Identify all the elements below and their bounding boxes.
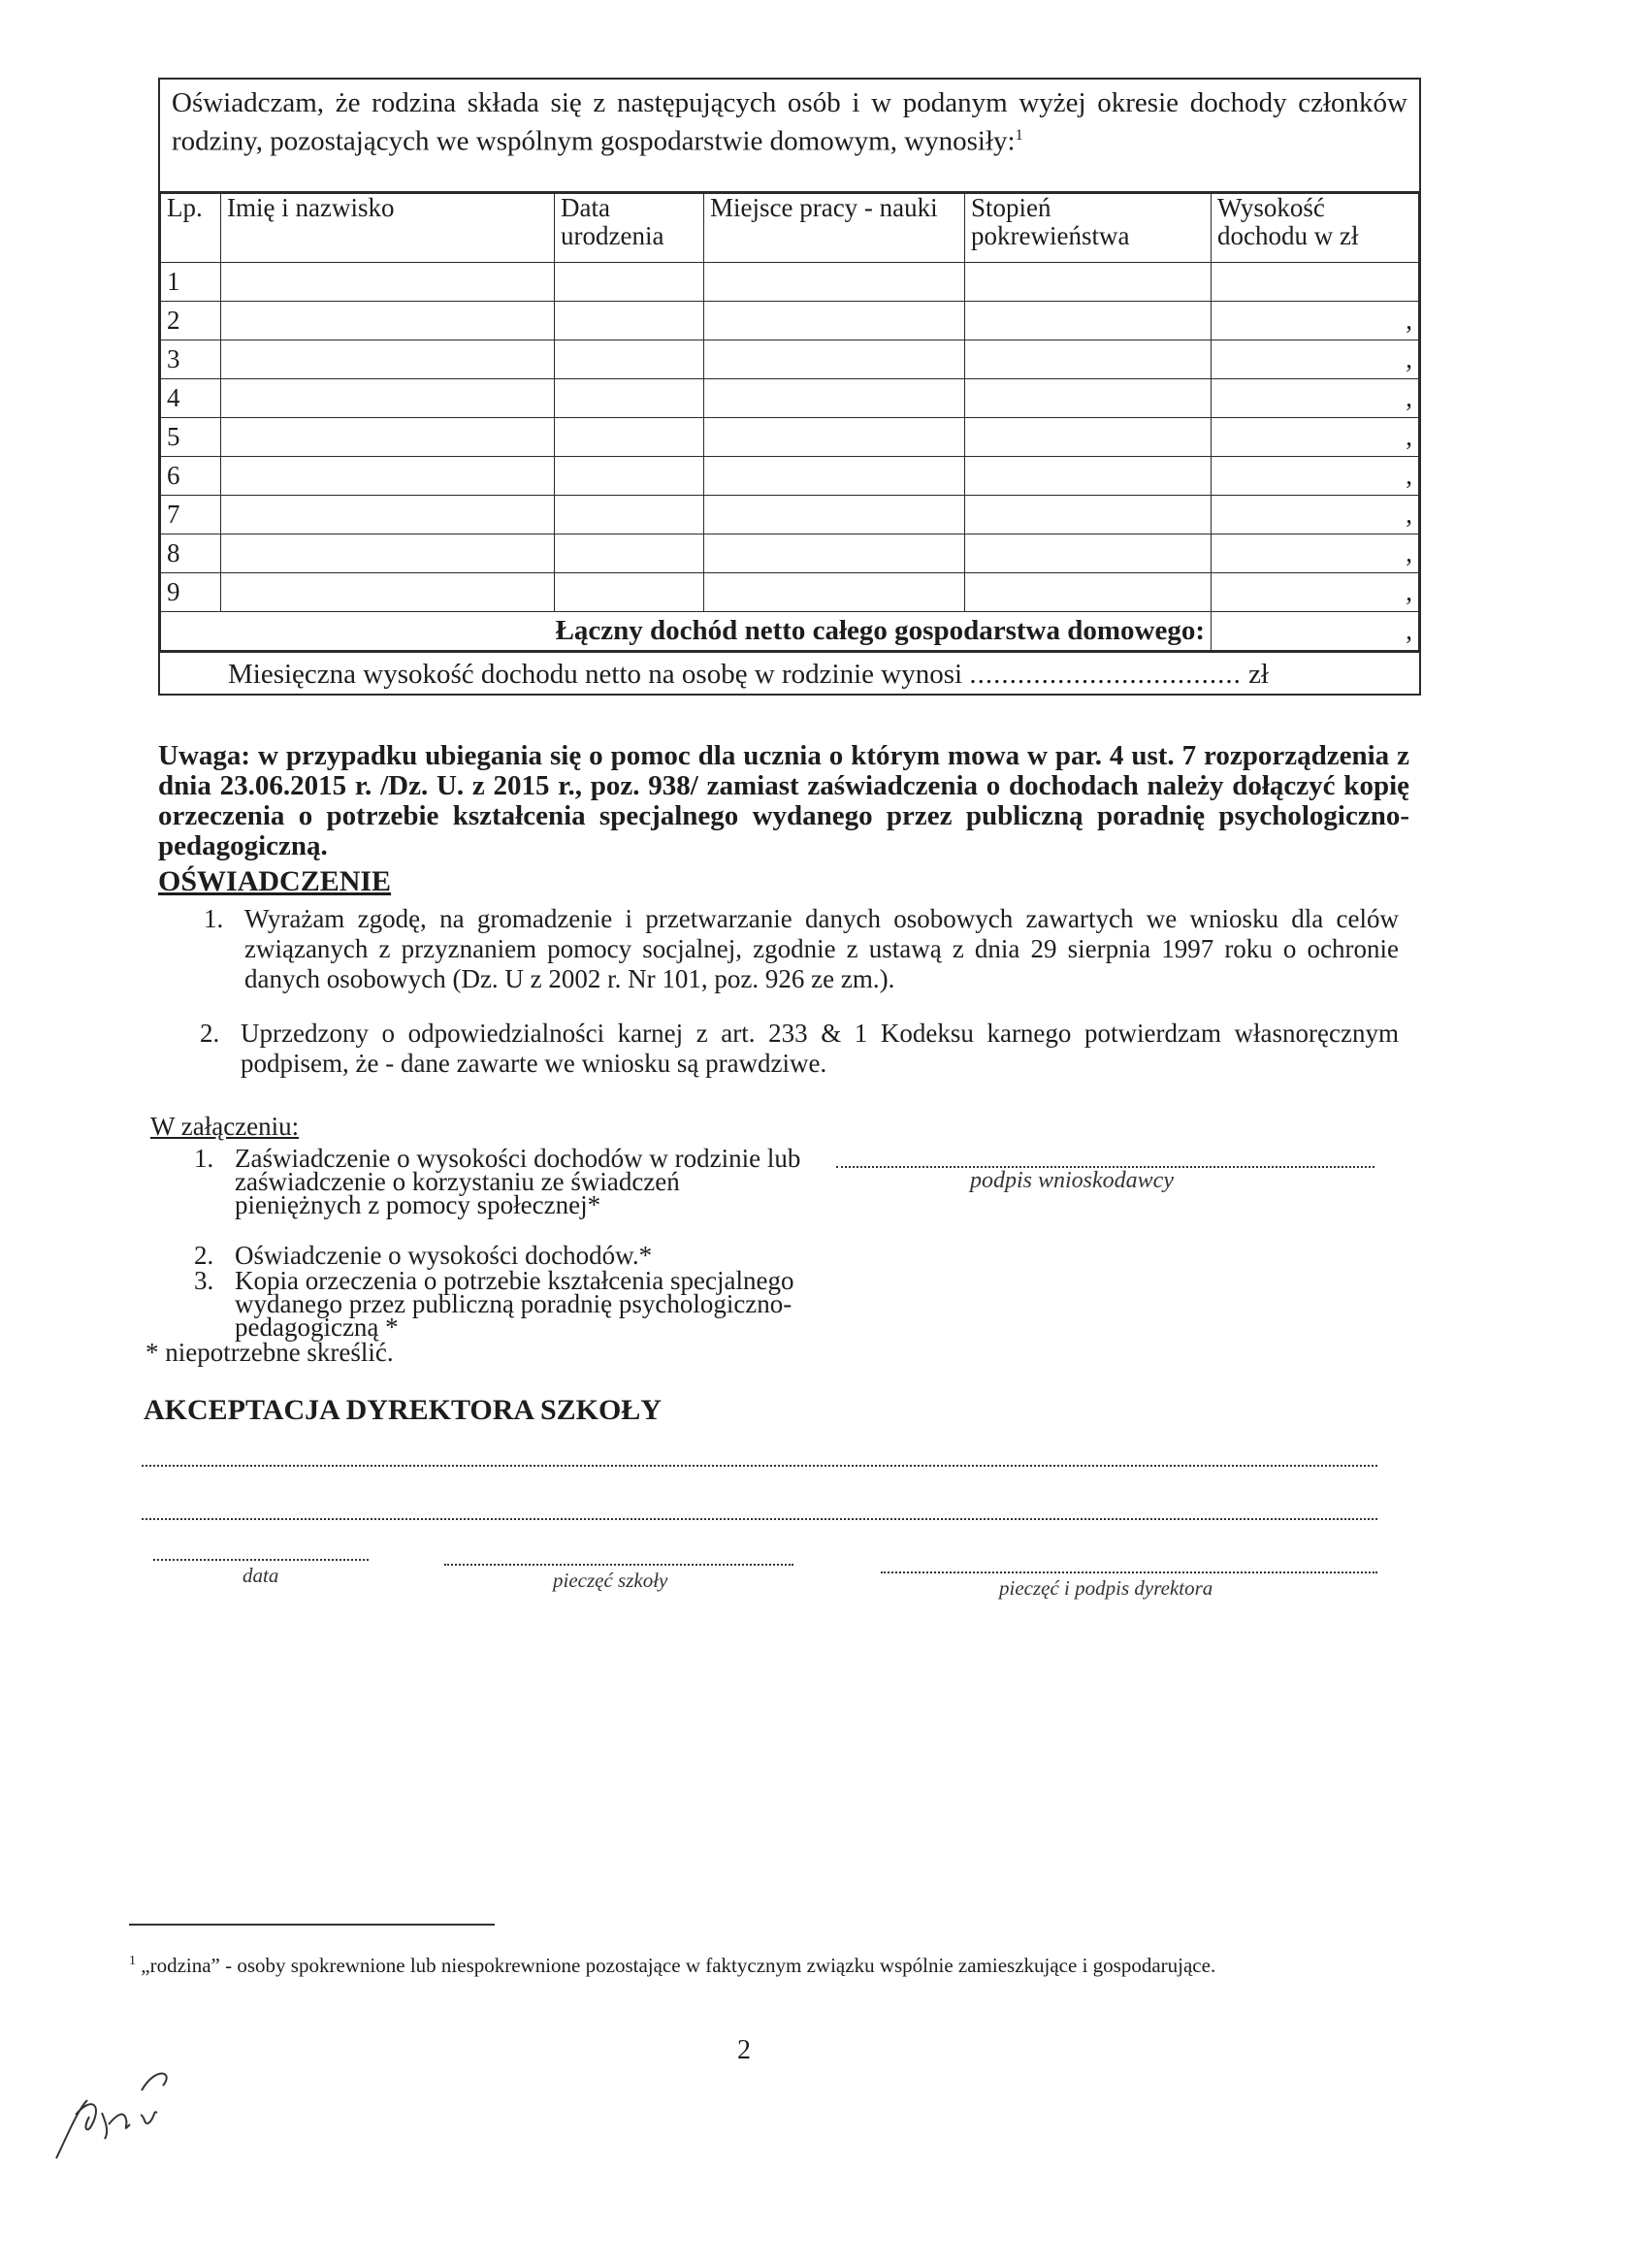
family-income-table-section xyxy=(158,78,1421,696)
row-lp: 7 xyxy=(161,496,221,535)
director-signature-caption: pieczęć i podpis dyrektora xyxy=(999,1576,1213,1600)
statement-heading: OŚWIADCZENIE xyxy=(158,865,392,897)
col-header-relationship: Stopień pokrewieństwa xyxy=(965,194,1212,263)
table-row xyxy=(161,263,1419,302)
income-field[interactable]: , xyxy=(1212,302,1419,340)
table-header-row xyxy=(161,194,1419,263)
school-stamp-line[interactable] xyxy=(444,1564,793,1566)
director-notes-line-2[interactable] xyxy=(142,1518,1377,1520)
row-lp: 2 xyxy=(161,302,221,340)
handwritten-signature xyxy=(48,2057,242,2163)
income-field[interactable]: , xyxy=(1212,418,1419,457)
name-field[interactable] xyxy=(221,573,555,612)
footnote xyxy=(129,1948,1380,1979)
income-field[interactable]: , xyxy=(1212,379,1419,418)
relationship-field[interactable] xyxy=(965,535,1212,573)
relationship-field[interactable] xyxy=(965,263,1212,302)
relationship-field[interactable] xyxy=(965,340,1212,379)
row-lp: 1 xyxy=(161,263,221,302)
attachments-heading: W załączeniu: xyxy=(150,1112,300,1141)
birth-date-field[interactable] xyxy=(555,379,704,418)
income-field[interactable]: , xyxy=(1212,496,1419,535)
birth-date-field[interactable] xyxy=(555,457,704,496)
director-signature-line[interactable] xyxy=(881,1571,1377,1573)
col-header-workplace: Miejsce pracy - nauki xyxy=(704,194,965,263)
income-field[interactable]: , xyxy=(1212,457,1419,496)
income-field[interactable]: , xyxy=(1212,340,1419,379)
table-row xyxy=(161,457,1419,496)
statement-item-number: 1. xyxy=(204,904,224,933)
monthly-income-unit: zł xyxy=(1248,659,1269,690)
workplace-field[interactable] xyxy=(704,263,965,302)
monthly-income-label: Miesięczna wysokość dochodu netto na osobę w rodzinie wynosi xyxy=(228,659,963,690)
name-field[interactable] xyxy=(221,496,555,535)
relationship-field[interactable] xyxy=(965,496,1212,535)
relationship-field[interactable] xyxy=(965,379,1212,418)
total-income-field[interactable]: , xyxy=(1212,612,1419,651)
name-field[interactable] xyxy=(221,379,555,418)
total-income-label: Łączny dochód netto całego gospodarstwa domowego: xyxy=(161,612,1212,651)
col-header-name: Imię i nazwisko xyxy=(221,194,555,263)
birth-date-field[interactable] xyxy=(555,573,704,612)
workplace-field[interactable] xyxy=(704,340,965,379)
workplace-field[interactable] xyxy=(704,418,965,457)
birth-date-field[interactable] xyxy=(555,302,704,340)
monthly-income-field[interactable]: .................................. xyxy=(969,659,1242,690)
director-notes-line-1[interactable] xyxy=(142,1465,1377,1467)
workplace-field[interactable] xyxy=(704,496,965,535)
date-caption: data xyxy=(242,1564,279,1587)
table-row xyxy=(161,535,1419,573)
table-row xyxy=(161,573,1419,612)
birth-date-field[interactable] xyxy=(555,418,704,457)
footnote-divider xyxy=(129,1924,495,1926)
income-field[interactable] xyxy=(1212,263,1419,302)
birth-date-field[interactable] xyxy=(555,535,704,573)
table-row xyxy=(161,340,1419,379)
statement-item-liability: Uprzedzony o odpowiedzialności karnej z art. 233 & 1 Kodeksu karnego potwierdzam własnoręcznym podpisem, że - dane zawarte we wniosku są prawdziwe. xyxy=(241,1019,1399,1078)
name-field[interactable] xyxy=(221,457,555,496)
income-field[interactable]: , xyxy=(1212,535,1419,573)
table-row xyxy=(161,496,1419,535)
footnote-number: 1 xyxy=(129,1954,136,1968)
declaration-intro-text: Oświadczam, że rodzina składa się z następujących osób i w podanym wyżej okresie dochody członków rodziny, pozostających we wspólnym gospodarstwie domowym, wynosiły: xyxy=(172,87,1407,157)
name-field[interactable] xyxy=(221,302,555,340)
col-header-income: Wysokość dochodu w zł xyxy=(1212,194,1419,263)
relationship-field[interactable] xyxy=(965,418,1212,457)
workplace-field[interactable] xyxy=(704,573,965,612)
birth-date-field[interactable] xyxy=(555,340,704,379)
table-row xyxy=(161,302,1419,340)
birth-date-field[interactable] xyxy=(555,496,704,535)
monthly-income-per-person-row xyxy=(160,651,1419,694)
row-lp: 6 xyxy=(161,457,221,496)
attachment-item-income-statement: Oświadczenie o wysokości dochodów.* xyxy=(235,1241,653,1270)
relationship-field[interactable] xyxy=(965,457,1212,496)
statement-item-consent: Wyrażam zgodę, na gromadzenie i przetwarzanie danych osobowych zawartych we wniosku dla celów związanych z przyznaniem pomocy socjalnej, zgodnie z ustawą z dnia 29 sierpnia 1997 roku o ochronie danych osobowych (Dz. U z 2002 r. Nr 101, poz. 926 ze zm.). xyxy=(244,904,1399,993)
statement-item-number: 2. xyxy=(200,1019,220,1048)
footnote-marker: 1 xyxy=(1015,127,1023,144)
page-number: 2 xyxy=(737,2035,751,2065)
workplace-field[interactable] xyxy=(704,379,965,418)
applicant-signature-caption: podpis wnioskodawcy xyxy=(970,1168,1174,1193)
name-field[interactable] xyxy=(221,535,555,573)
attachment-number: 3. xyxy=(194,1266,214,1295)
row-lp: 4 xyxy=(161,379,221,418)
name-field[interactable] xyxy=(221,418,555,457)
attachment-number: 2. xyxy=(194,1241,214,1270)
declaration-intro xyxy=(160,80,1419,193)
attachments-note: * niepotrzebne skreślić. xyxy=(146,1338,394,1367)
name-field[interactable] xyxy=(221,263,555,302)
footnote-text: „rodzina” - osoby spokrewnione lub niespokrewnione pozostające w faktycznym związku wspólnie zamieszkujące i gospodarujące. xyxy=(141,1954,1216,1977)
attachment-item-ruling-copy: Kopia orzeczenia o potrzebie kształcenia specjalnego wydanego przez publiczną poradnię psychologiczno-pedagogiczną * xyxy=(235,1266,794,1342)
table-row xyxy=(161,379,1419,418)
row-lp: 5 xyxy=(161,418,221,457)
col-header-birth-date: Data urodzenia xyxy=(555,194,704,263)
school-stamp-caption: pieczęć szkoły xyxy=(553,1569,668,1592)
attachment-item-income-certificate: Zaświadczenie o wysokości dochodów w rodzinie lub zaświadczenie o korzystaniu ze świadczeń pieniężnych z pomocy społecznej* xyxy=(235,1144,801,1219)
table-row xyxy=(161,418,1419,457)
family-income-table xyxy=(160,193,1419,651)
row-lp: 8 xyxy=(161,535,221,573)
relationship-field[interactable] xyxy=(965,573,1212,612)
workplace-field[interactable] xyxy=(704,457,965,496)
row-lp: 3 xyxy=(161,340,221,379)
col-header-lp: Lp. xyxy=(161,194,221,263)
total-income-row xyxy=(161,612,1419,651)
notice-paragraph: Uwaga: w przypadku ubiegania się o pomoc dla ucznia o którym mowa w par. 4 ust. 7 rozporządzenia z dnia 23.06.2015 r. /Dz. U. z 2015 r., poz. 938/ zamiast zaświadczenia o dochodach należy dołączyć kopię orzeczenia o potrzebie kształcenia specjalnego wydanego przez publiczną poradnię psychologiczno-pedagogiczną. xyxy=(158,740,1409,861)
attachment-number: 1. xyxy=(194,1144,214,1173)
income-field[interactable]: , xyxy=(1212,573,1419,612)
relationship-field[interactable] xyxy=(965,302,1212,340)
director-acceptance-heading: AKCEPTACJA DYREKTORA SZKOŁY xyxy=(144,1394,662,1426)
name-field[interactable] xyxy=(221,340,555,379)
workplace-field[interactable] xyxy=(704,535,965,573)
row-lp: 9 xyxy=(161,573,221,612)
date-line[interactable] xyxy=(153,1559,369,1561)
birth-date-field[interactable] xyxy=(555,263,704,302)
workplace-field[interactable] xyxy=(704,302,965,340)
